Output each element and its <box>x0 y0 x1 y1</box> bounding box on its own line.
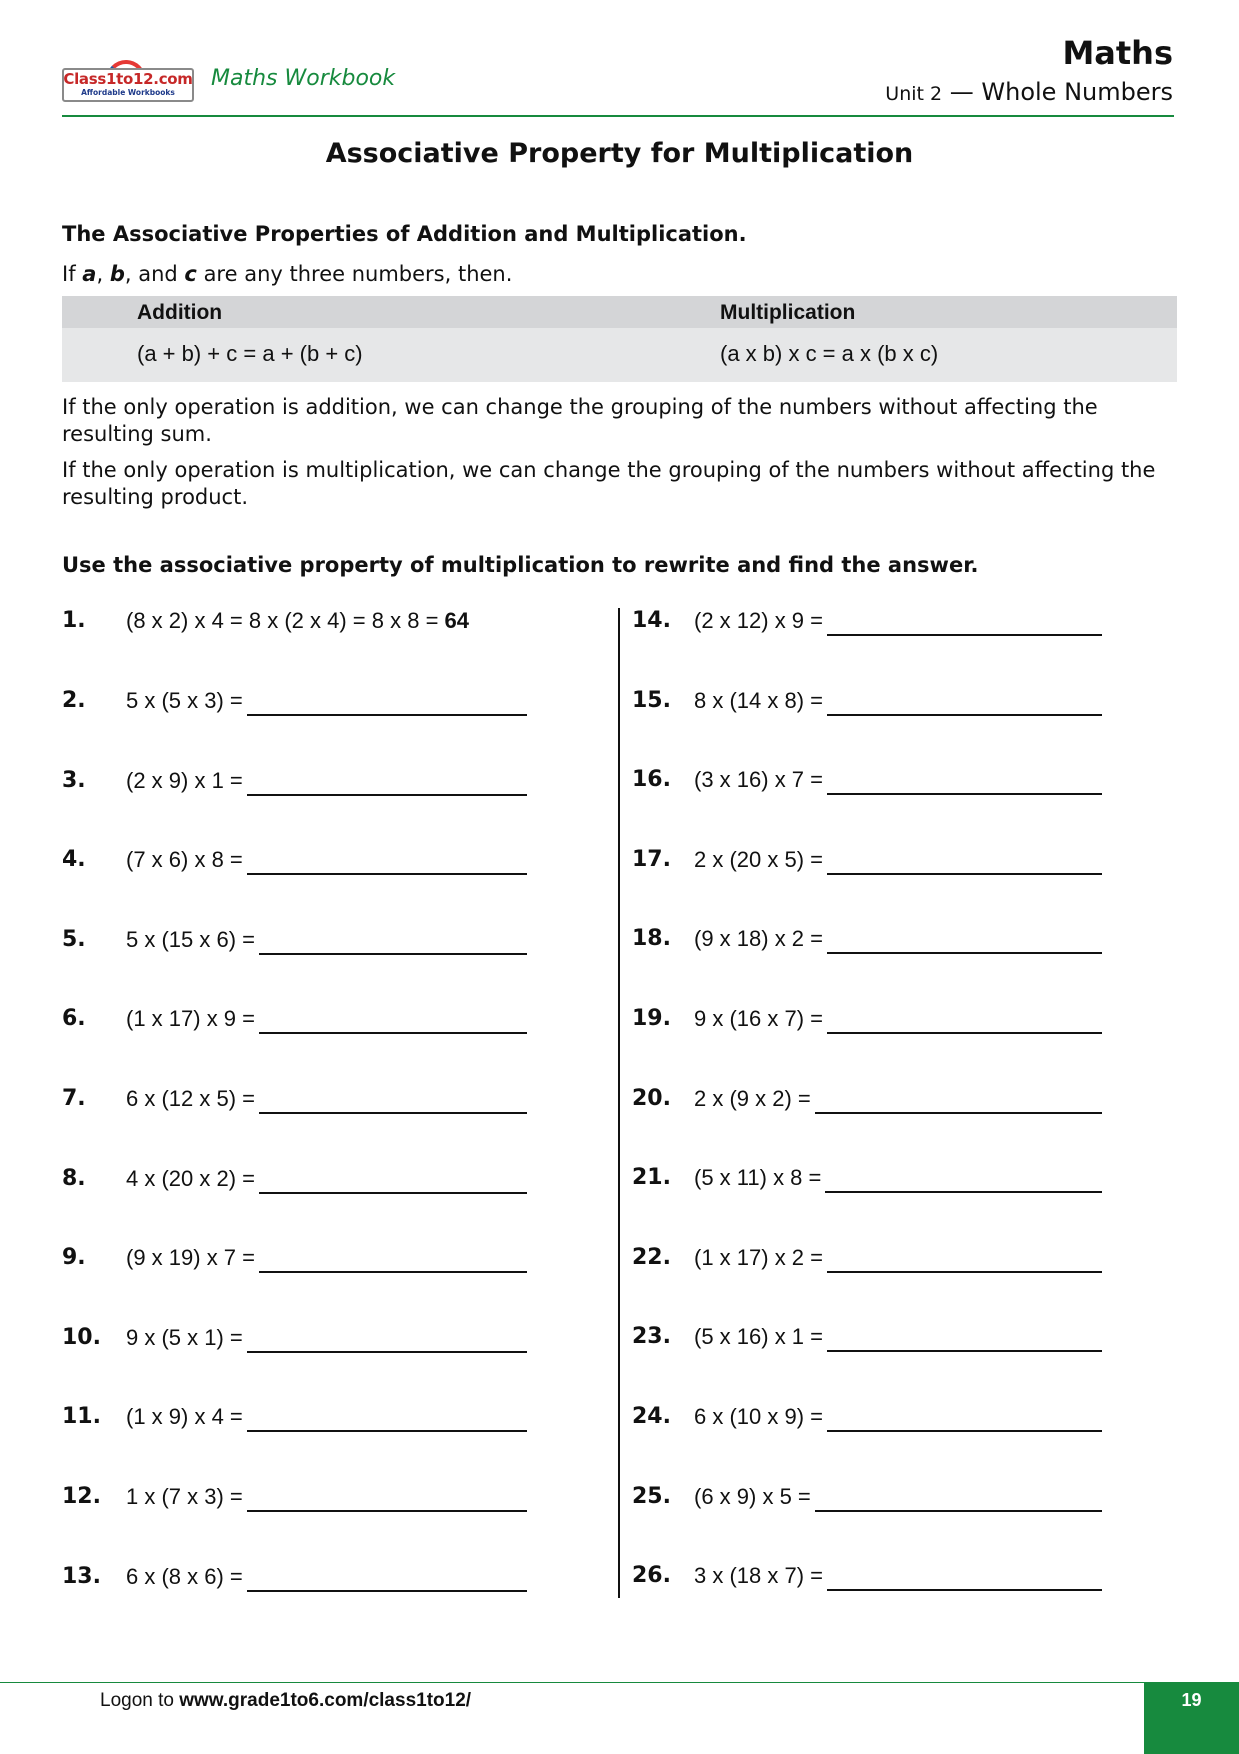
problem-expression: (9 x 18) x 2 = <box>694 926 824 952</box>
problem-number: 11. <box>62 1404 101 1430</box>
problem-expression: (6 x 9) x 5 = <box>694 1483 811 1509</box>
problem-expression: 6 x (12 x 5) = <box>126 1086 256 1111</box>
addition-header: Addition <box>137 301 223 324</box>
problem-number: 4. <box>62 847 86 873</box>
answer-blank[interactable] <box>259 1192 527 1194</box>
workbook-name: Maths Workbook <box>211 66 396 91</box>
problem-expression: (1 x 9) x 4 = <box>126 1404 243 1430</box>
problem-expression: (5 x 16) x 1 = <box>694 1324 824 1350</box>
problem-number: 23. <box>632 1324 671 1350</box>
problem-expression: 5 x (15 x 6) = <box>126 926 256 952</box>
problem-expression: 2 x (9 x 2) = <box>694 1085 811 1111</box>
answer-blank[interactable] <box>827 634 1102 636</box>
problem-expression: 8 x (14 x 8) = <box>694 687 824 713</box>
problem-expression: (2 x 9) x 1 = <box>126 767 243 793</box>
problem-number: 17. <box>632 846 671 872</box>
problem-number: 12. <box>62 1484 101 1509</box>
var-b: b <box>109 262 125 286</box>
logo-tagline: Affordable Workbooks <box>81 88 175 97</box>
footer-prefix: Logon to <box>100 1690 174 1711</box>
addition-paragraph: If the only operation is addition, we can change the grouping of the numbers without affecting the resulting sum. <box>62 395 1098 446</box>
example-expression: (8 x 2) x 4 = 8 x (2 x 4) = 8 x 8 = <box>126 608 439 633</box>
answer-blank[interactable] <box>815 1112 1102 1114</box>
problem-expression: (5 x 11) x 8 = <box>694 1165 822 1191</box>
problem-expression: 6 x (8 x 6) = <box>126 1563 243 1589</box>
answer-blank[interactable] <box>247 873 527 875</box>
problem-expression: 3 x (18 x 7) = <box>694 1563 824 1589</box>
unit-label: Unit 2 <box>885 83 943 105</box>
problem-number: 6. <box>62 1006 86 1032</box>
intro-rest: are any three numbers, then. <box>203 262 513 286</box>
problem-number: 9. <box>62 1245 86 1271</box>
answer-blank[interactable] <box>247 714 527 716</box>
problem-expression: (7 x 6) x 8 = <box>126 847 243 873</box>
unit-separator: — <box>949 78 974 106</box>
problem-number: 21. <box>632 1165 671 1191</box>
publisher-logo <box>62 62 192 102</box>
intro-heading: The Associative Properties of Addition and Multiplication. <box>62 222 747 246</box>
problem-expression: (9 x 19) x 7 = <box>126 1245 256 1271</box>
problem-number: 13. <box>62 1563 101 1589</box>
intro-if: If <box>62 262 76 286</box>
problem-expression: (1 x 17) x 2 = <box>694 1244 824 1270</box>
problem-number: 2. <box>62 688 86 713</box>
footer-divider <box>0 1682 1239 1683</box>
answer-blank[interactable] <box>827 873 1102 875</box>
problem-number: 16. <box>632 767 671 793</box>
problem-expression: 4 x (20 x 2) = <box>126 1165 256 1191</box>
problem-number: 25. <box>632 1483 671 1509</box>
column-divider <box>618 608 620 1598</box>
addition-formula: (a + b) + c = a + (b + c) <box>137 341 363 366</box>
answer-blank[interactable] <box>247 1430 527 1432</box>
footer-text <box>100 1690 471 1712</box>
problem-expression: 9 x (5 x 1) = <box>126 1324 243 1350</box>
problem-expression: 6 x (10 x 9) = <box>694 1404 824 1429</box>
unit-title <box>885 78 1173 106</box>
answer-blank[interactable] <box>825 1191 1102 1193</box>
problem-number: 7. <box>62 1086 86 1111</box>
answer-blank[interactable] <box>259 1271 527 1273</box>
answer-blank[interactable] <box>247 794 527 796</box>
answer-blank[interactable] <box>827 1350 1102 1352</box>
intro-line <box>62 262 512 286</box>
answer-blank[interactable] <box>259 953 527 955</box>
problem-expression: 9 x (16 x 7) = <box>694 1006 824 1031</box>
problem-number: 24. <box>632 1404 671 1429</box>
page-number: 19 <box>1144 1682 1239 1754</box>
page-title: Associative Property for Multiplication <box>325 138 914 169</box>
answer-blank[interactable] <box>259 1112 527 1114</box>
example-answer: 64 <box>444 608 470 633</box>
problem-number: 15. <box>632 687 671 713</box>
problem-expression <box>126 608 469 634</box>
answer-blank[interactable] <box>827 952 1102 954</box>
answer-blank[interactable] <box>815 1510 1102 1512</box>
unit-name: Whole Numbers <box>981 78 1173 106</box>
answer-blank[interactable] <box>247 1351 527 1353</box>
problem-number: 22. <box>632 1244 671 1270</box>
answer-blank[interactable] <box>827 1271 1102 1273</box>
answer-blank[interactable] <box>247 1510 527 1512</box>
answer-blank[interactable] <box>259 1032 527 1034</box>
problem-expression: 5 x (5 x 3) = <box>126 688 243 713</box>
problem-number: 5. <box>62 926 86 952</box>
answer-blank[interactable] <box>827 714 1102 716</box>
var-a: a <box>82 262 97 286</box>
problem-number: 1. <box>62 608 86 633</box>
subject-title: Maths <box>1062 34 1173 72</box>
var-c: c <box>184 262 197 286</box>
problem-expression: 2 x (20 x 5) = <box>694 846 824 872</box>
footer-url: www.grade1to6.com/class1to12/ <box>179 1690 472 1711</box>
answer-blank[interactable] <box>827 1589 1102 1591</box>
answer-blank[interactable] <box>827 1430 1102 1432</box>
intro-sep2: , and <box>124 262 178 286</box>
problem-number: 19. <box>632 1006 671 1031</box>
properties-table <box>62 296 1177 382</box>
intro-sep1: , <box>96 262 104 286</box>
problem-number: 8. <box>62 1165 86 1191</box>
instruction: Use the associative property of multiplication to rewrite and find the answer. <box>62 553 979 577</box>
header-divider <box>62 115 1174 117</box>
logo-brand: Class1to12.com <box>63 70 193 88</box>
problem-number: 18. <box>632 926 671 952</box>
multiplication-paragraph: If the only operation is multiplication, we can change the grouping of the numbers without affecting the resulting product. <box>62 458 1156 509</box>
answer-blank[interactable] <box>827 793 1102 795</box>
problem-number: 3. <box>62 767 86 793</box>
answer-blank[interactable] <box>247 1590 527 1592</box>
properties-table-header <box>62 296 1177 328</box>
answer-blank[interactable] <box>827 1032 1102 1034</box>
problem-expression: (1 x 17) x 9 = <box>126 1006 256 1032</box>
problem-number: 20. <box>632 1085 671 1111</box>
problem-expression: 1 x (7 x 3) = <box>126 1484 243 1509</box>
multiplication-formula: (a x b) x c = a x (b x c) <box>720 341 939 366</box>
problem-number: 14. <box>632 608 671 633</box>
problem-number: 10. <box>62 1324 101 1350</box>
problem-number: 26. <box>632 1563 671 1589</box>
problem-expression: (3 x 16) x 7 = <box>694 767 824 793</box>
multiplication-header: Multiplication <box>720 301 856 324</box>
problem-expression: (2 x 12) x 9 = <box>694 608 824 633</box>
